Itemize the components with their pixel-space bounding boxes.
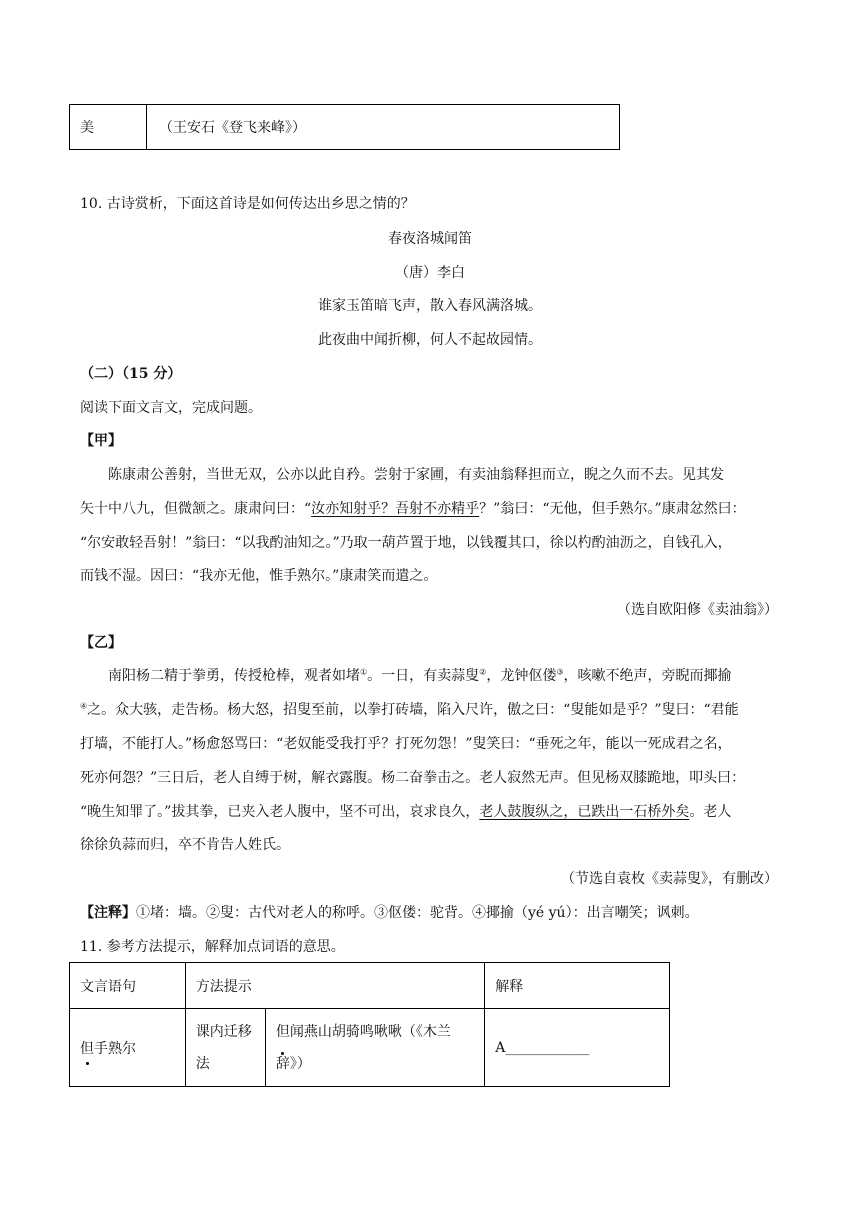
passage-yi-line: 死亦何怨？”三日后，老人自缚于树，解衣露腹。杨二奋拳击之。老人寂然无声。但见杨双膝跪地，叩头曰： <box>80 770 746 786</box>
passage-jia-label: 【甲】 <box>80 433 122 449</box>
passage-yi-line: 徐徐负蒜而归，卒不肯告人姓氏。 <box>80 837 290 853</box>
underlined-sentence: 老人鼓腹纵之，已跌出一石桥外矣 <box>479 804 690 820</box>
passage-yi-line: “晚生知罪了。”拔其拳，已夹入老人腹中，坚不可出，哀求良久，老人鼓腹纵之，已跌出一石桥外矣。老人 <box>80 804 732 820</box>
passage-yi-line: 打墙，不能打人。”杨愈怒骂曰：“老奴能受我打乎？打死勿怨！”叟笑曰：“垂死之年，能以一死成君之名， <box>80 736 732 752</box>
passage-yi-source: （节选自袁枚《卖蒜叟》，有删改） <box>561 871 778 887</box>
passage-jia-source: （选自欧阳修《卖油翁》） <box>617 602 778 618</box>
row-method-name: 课内迁移 法 <box>185 1009 265 1087</box>
header-sentence: 文言语句 <box>70 963 186 1009</box>
question-10: 10. 古诗赏析，下面这首诗是如何传达出乡思之情的？ <box>80 196 415 212</box>
passage-jia-line: 陈康肃公善射，当世无双，公亦以此自矜。尝射于家圃，有卖油翁释担而立，睨之久而不去。见其发 <box>108 467 724 483</box>
top-table-cell-2: （王安石《登飞来峰》） <box>147 105 620 150</box>
section-instruction: 阅读下面文言文，完成问题。 <box>80 400 262 416</box>
passage-jia-line: 矢十中八九，但微颔之。康肃问曰：“汝亦知射乎？吾射不亦精乎？”翁曰：“无他，但手熟尔。”康肃忿然曰： <box>80 501 746 517</box>
top-table-cell-1: 美 <box>70 105 147 150</box>
question-11: 11. 参考方法提示，解释加点词语的意思。 <box>80 939 345 955</box>
poem-author: （唐）李白 <box>395 265 465 281</box>
poem-title: 春夜洛城闻笛 <box>388 231 472 247</box>
row-method-example: 但闻燕山胡骑鸣啾啾（《木兰 辞》） <box>265 1009 484 1087</box>
header-explanation: 解释 <box>485 963 670 1009</box>
passage-jia-line: 而钱不湿。因曰：“我亦无他，惟手熟尔。”康肃笑而遣之。 <box>80 568 438 584</box>
section-heading: （二）（15 分） <box>80 366 182 382</box>
poem-line-2: 此夜曲中闻折柳，何人不起故园情。 <box>318 332 542 348</box>
answer-table <box>69 962 670 1087</box>
header-method: 方法提示 <box>185 963 484 1009</box>
passage-jia-line: “尔安敢轻吾射！”翁曰：“以我酌油知之。”乃取一葫芦置于地，以钱覆其口，徐以杓酌油沥之，自钱孔入， <box>80 535 732 551</box>
poem-line-1: 谁家玉笛暗飞声，散入春风满洛城。 <box>318 298 542 314</box>
answer-blank-a[interactable]: A____________ <box>485 1009 670 1087</box>
passage-yi-line: 南阳杨二精于拳勇，传授枪棒，观者如堵①。一日，有卖蒜叟②，龙钟伛偻③，咳嗽不绝声，旁睨而揶揄 <box>108 667 732 684</box>
top-table <box>69 104 620 150</box>
passage-yi-label: 【乙】 <box>80 635 122 651</box>
passage-yi-line: ④之。众大骇，走告杨。杨大怒，招叟至前，以拳打砖墙，陷入尺许，傲之曰：“叟能如是乎？”叟曰：“君能 <box>80 701 739 718</box>
underlined-sentence: 汝亦知射乎？吾射不亦精乎 <box>311 501 480 517</box>
row-sentence: 但手熟尔 <box>70 1009 186 1087</box>
annotations: 【注释】①堵：墙。②叟：古代对老人的称呼。③伛偻：驼背。④揶揄（yé yú）：出言嘲笑；讽刺。 <box>80 905 699 921</box>
